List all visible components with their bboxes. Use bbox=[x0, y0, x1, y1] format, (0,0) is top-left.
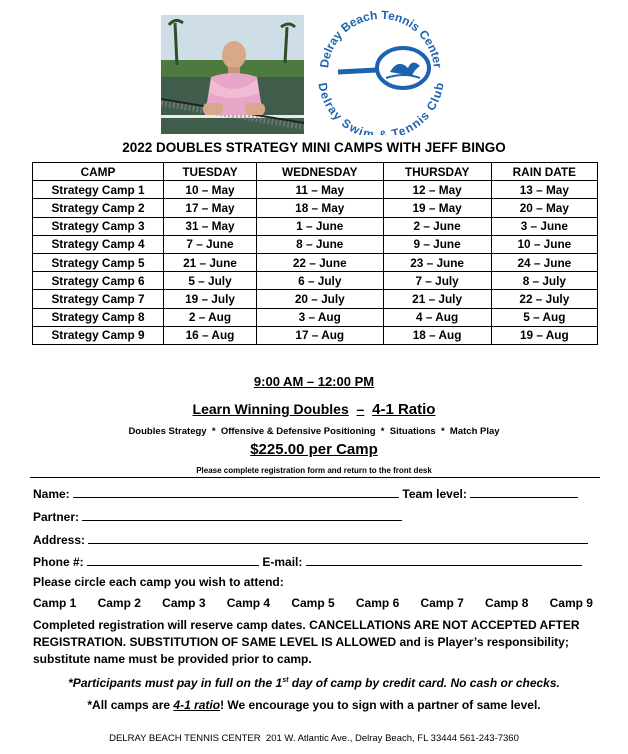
date-cell: 2 – Aug bbox=[164, 308, 257, 326]
date-cell: 10 – May bbox=[164, 181, 257, 199]
date-cell: 4 – Aug bbox=[383, 308, 491, 326]
camp-time-text: 9:00 AM – 12:00 PM bbox=[253, 374, 375, 389]
date-cell: 21 – July bbox=[383, 290, 491, 308]
all-camps-post: ! We encourage you to sign with a partner of same level. bbox=[220, 698, 541, 712]
date-cell: 18 – May bbox=[256, 199, 383, 217]
table-row bbox=[33, 326, 598, 344]
learn-ratio: 4-1 Ratio bbox=[372, 401, 436, 418]
date-cell: 24 – June bbox=[491, 253, 597, 271]
camp-choice-1[interactable]: Camp 1 bbox=[33, 596, 77, 610]
table-row bbox=[33, 290, 598, 308]
email-label: E-mail: bbox=[262, 555, 303, 569]
camp-name-cell: Strategy Camp 3 bbox=[33, 217, 164, 235]
date-cell: 19 – July bbox=[164, 290, 257, 308]
email-field[interactable] bbox=[306, 553, 582, 566]
date-cell: 5 – July bbox=[164, 272, 257, 290]
camp-name-cell: Strategy Camp 9 bbox=[33, 326, 164, 344]
phone-label: Phone #: bbox=[33, 555, 84, 569]
header-wednesday: WEDNESDAY bbox=[256, 163, 383, 181]
date-cell: 31 – May bbox=[164, 217, 257, 235]
table-row bbox=[33, 199, 598, 217]
page-title: 2022 DOUBLES STRATEGY MINI CAMPS WITH JEFF BINGO bbox=[122, 140, 506, 155]
camp-name-cell: Strategy Camp 2 bbox=[33, 199, 164, 217]
date-cell: 19 – Aug bbox=[491, 326, 597, 344]
table-row bbox=[33, 308, 598, 326]
camp-choices bbox=[33, 596, 593, 610]
logo-top-text: Delray Beach Tennis Center bbox=[317, 10, 445, 69]
date-cell: 17 – Aug bbox=[256, 326, 383, 344]
date-cell: 18 – Aug bbox=[383, 326, 491, 344]
divider bbox=[30, 477, 600, 478]
all-camps-note bbox=[0, 698, 628, 712]
camp-name-cell: Strategy Camp 7 bbox=[33, 290, 164, 308]
date-cell: 22 – July bbox=[491, 290, 597, 308]
date-cell: 9 – June bbox=[383, 235, 491, 253]
table-row bbox=[33, 253, 598, 271]
footer-org: DELRAY BEACH TENNIS CENTER bbox=[109, 733, 261, 744]
camp-choice-2[interactable]: Camp 2 bbox=[97, 596, 141, 610]
coach-photo bbox=[161, 15, 304, 134]
learn-heading bbox=[0, 401, 628, 418]
camp-choice-8[interactable]: Camp 8 bbox=[485, 596, 529, 610]
table-row bbox=[33, 235, 598, 253]
date-cell: 7 – July bbox=[383, 272, 491, 290]
table-header-row bbox=[33, 163, 598, 181]
date-cell: 22 – June bbox=[256, 253, 383, 271]
header-camp: CAMP bbox=[33, 163, 164, 181]
table-row bbox=[33, 272, 598, 290]
price: $225.00 per Camp bbox=[250, 441, 378, 458]
date-cell: 3 – June bbox=[491, 217, 597, 235]
date-cell: 20 – May bbox=[491, 199, 597, 217]
footer-address: 201 W. Atlantic Ave., Delray Beach, FL 33444 561-243-7360 bbox=[265, 733, 519, 744]
header-thursday: THURSDAY bbox=[383, 163, 491, 181]
partner-field[interactable] bbox=[82, 508, 402, 521]
logo-bottom-text: Delray Swim & Tennis Club bbox=[315, 81, 447, 135]
footer bbox=[0, 733, 628, 744]
camp-choice-5[interactable]: Camp 5 bbox=[291, 596, 335, 610]
header-rain-date: RAIN DATE bbox=[491, 163, 597, 181]
camp-choice-7[interactable]: Camp 7 bbox=[420, 596, 464, 610]
name-label: Name: bbox=[33, 487, 70, 501]
date-cell: 1 – June bbox=[256, 217, 383, 235]
tennis-club-logo bbox=[306, 10, 456, 135]
header-tuesday: TUESDAY bbox=[164, 163, 257, 181]
team-level-label: Team level: bbox=[402, 487, 467, 501]
date-cell: 11 – May bbox=[256, 181, 383, 199]
address-row bbox=[33, 531, 588, 547]
date-cell: 5 – Aug bbox=[491, 308, 597, 326]
name-field[interactable] bbox=[73, 485, 399, 498]
address-label: Address: bbox=[33, 533, 86, 547]
date-cell: 16 – Aug bbox=[164, 326, 257, 344]
date-cell: 6 – July bbox=[256, 272, 383, 290]
table-row bbox=[33, 181, 598, 199]
payment-sup: st bbox=[282, 677, 289, 684]
partner-label: Partner: bbox=[33, 510, 80, 524]
table-row bbox=[33, 217, 598, 235]
camp-time bbox=[0, 374, 628, 389]
svg-text:Delray Swim & Tennis Club bbox=[315, 82, 446, 135]
learn-text: Learn Winning Doubles bbox=[192, 401, 349, 417]
camp-choice-9[interactable]: Camp 9 bbox=[549, 596, 593, 610]
date-cell: 21 – June bbox=[164, 253, 257, 271]
date-cell: 19 – May bbox=[383, 199, 491, 217]
date-cell: 12 – May bbox=[383, 181, 491, 199]
camp-name-cell: Strategy Camp 6 bbox=[33, 272, 164, 290]
date-cell: 2 – June bbox=[383, 217, 491, 235]
payment-note bbox=[0, 676, 628, 690]
date-cell: 20 – July bbox=[256, 290, 383, 308]
phone-email-row bbox=[33, 553, 582, 569]
payment-pre: *Participants must pay in full on the 1 bbox=[68, 676, 283, 690]
camp-schedule-table bbox=[32, 162, 598, 345]
date-cell: 13 – May bbox=[491, 181, 597, 199]
topics-line: Doubles Strategy * Offensive & Defensive Positioning * Situations * Match Play bbox=[128, 426, 500, 437]
all-camps-ratio: 4-1 ratio bbox=[173, 698, 221, 712]
name-row bbox=[33, 485, 578, 501]
camp-name-cell: Strategy Camp 1 bbox=[33, 181, 164, 199]
learn-dash: – bbox=[356, 401, 365, 417]
camp-name-cell: Strategy Camp 8 bbox=[33, 308, 164, 326]
partner-row bbox=[33, 508, 402, 524]
date-cell: 23 – June bbox=[383, 253, 491, 271]
address-field[interactable] bbox=[88, 531, 588, 544]
circle-instructions: Please circle each camp you wish to attend: bbox=[33, 575, 284, 589]
camp-name-cell: Strategy Camp 4 bbox=[33, 235, 164, 253]
date-cell: 3 – Aug bbox=[256, 308, 383, 326]
camp-name-cell: Strategy Camp 5 bbox=[33, 253, 164, 271]
table-body bbox=[33, 181, 598, 345]
date-cell: 7 – June bbox=[164, 235, 257, 253]
date-cell: 8 – June bbox=[256, 235, 383, 253]
camp-choice-3[interactable]: Camp 3 bbox=[162, 596, 206, 610]
phone-field[interactable] bbox=[87, 553, 259, 566]
date-cell: 10 – June bbox=[491, 235, 597, 253]
all-camps-pre: *All camps are bbox=[87, 698, 174, 712]
instructions: Please complete registration form and return to the front desk bbox=[196, 466, 432, 475]
team-level-field[interactable] bbox=[470, 485, 578, 498]
date-cell: 8 – July bbox=[491, 272, 597, 290]
date-cell: 17 – May bbox=[164, 199, 257, 217]
payment-post: day of camp by credit card. No cash or checks. bbox=[288, 676, 560, 690]
camp-choice-4[interactable]: Camp 4 bbox=[226, 596, 271, 610]
camp-choice-6[interactable]: Camp 6 bbox=[355, 596, 400, 610]
policy-text: Completed registration will reserve camp dates. CANCELLATIONS ARE NOT ACCEPTED AFTER REGISTRATION. SUBSTITUTION OF SAME LEVEL IS ALLOWED and is Player’s responsibility; substitute name must be provided prior to camp. bbox=[33, 618, 580, 666]
